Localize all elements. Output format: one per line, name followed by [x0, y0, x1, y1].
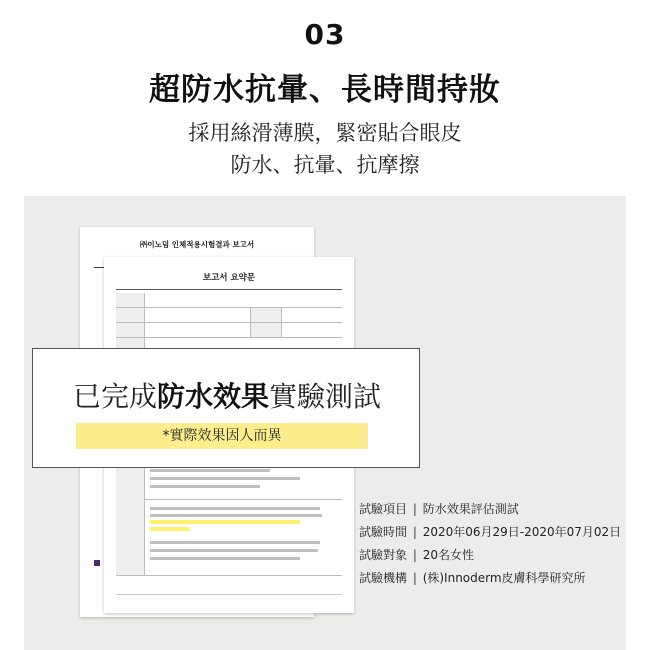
info-value: 20名女性 [422, 548, 474, 562]
callout-prefix: 已完成 [72, 380, 157, 413]
table-row [116, 308, 342, 323]
section-number: 03 [304, 18, 346, 51]
test-completed-callout [32, 348, 420, 468]
info-value: 2020年06月29日-2020年07月02日 [422, 525, 622, 539]
back-document-title: ㈜이노덤 인체적용시험결과 보고서 [139, 240, 255, 249]
headline: 超防水抗暈、長時間持妝 [149, 72, 501, 108]
highlighted-result [150, 527, 190, 531]
info-row: 試驗時間 | 2020年06月29日-2020年07月02日 [359, 525, 622, 539]
info-label: 試驗時間 [359, 525, 408, 539]
summary-table [116, 293, 342, 353]
info-label: 試驗機構 [359, 571, 408, 585]
info-row: 試驗機構 | (株)Innoderm皮膚科學研究所 [359, 571, 586, 585]
callout-emphasis: 防水效果 [156, 380, 269, 413]
table-row [116, 293, 342, 308]
front-document-title: 보고서 요약문 [202, 273, 256, 283]
highlighted-result [150, 520, 300, 524]
summary-results [116, 462, 342, 576]
disclaimer-label: *實際效果因人而異 [76, 423, 368, 449]
info-label: 試驗對象 [359, 548, 408, 562]
divider [116, 289, 342, 290]
info-value: (株)Innoderm皮膚科學研究所 [422, 571, 586, 585]
info-value: 防水效果評估測試 [422, 502, 519, 516]
callout-text [33, 375, 421, 415]
subheadline-2: 防水、抗暈、抗摩擦 [230, 153, 420, 177]
subheadline-1: 採用絲滑薄膜，緊密貼合眼皮 [188, 121, 462, 145]
callout-suffix: 實驗測試 [269, 380, 382, 413]
table-row [116, 323, 342, 338]
divider [116, 594, 342, 595]
info-row: 試驗項目 | 防水效果評估測試 [359, 502, 519, 516]
document-marker [94, 560, 100, 566]
info-label: 試驗項目 [359, 502, 408, 516]
info-row: 試驗對象 | 20名女性 [359, 548, 474, 562]
